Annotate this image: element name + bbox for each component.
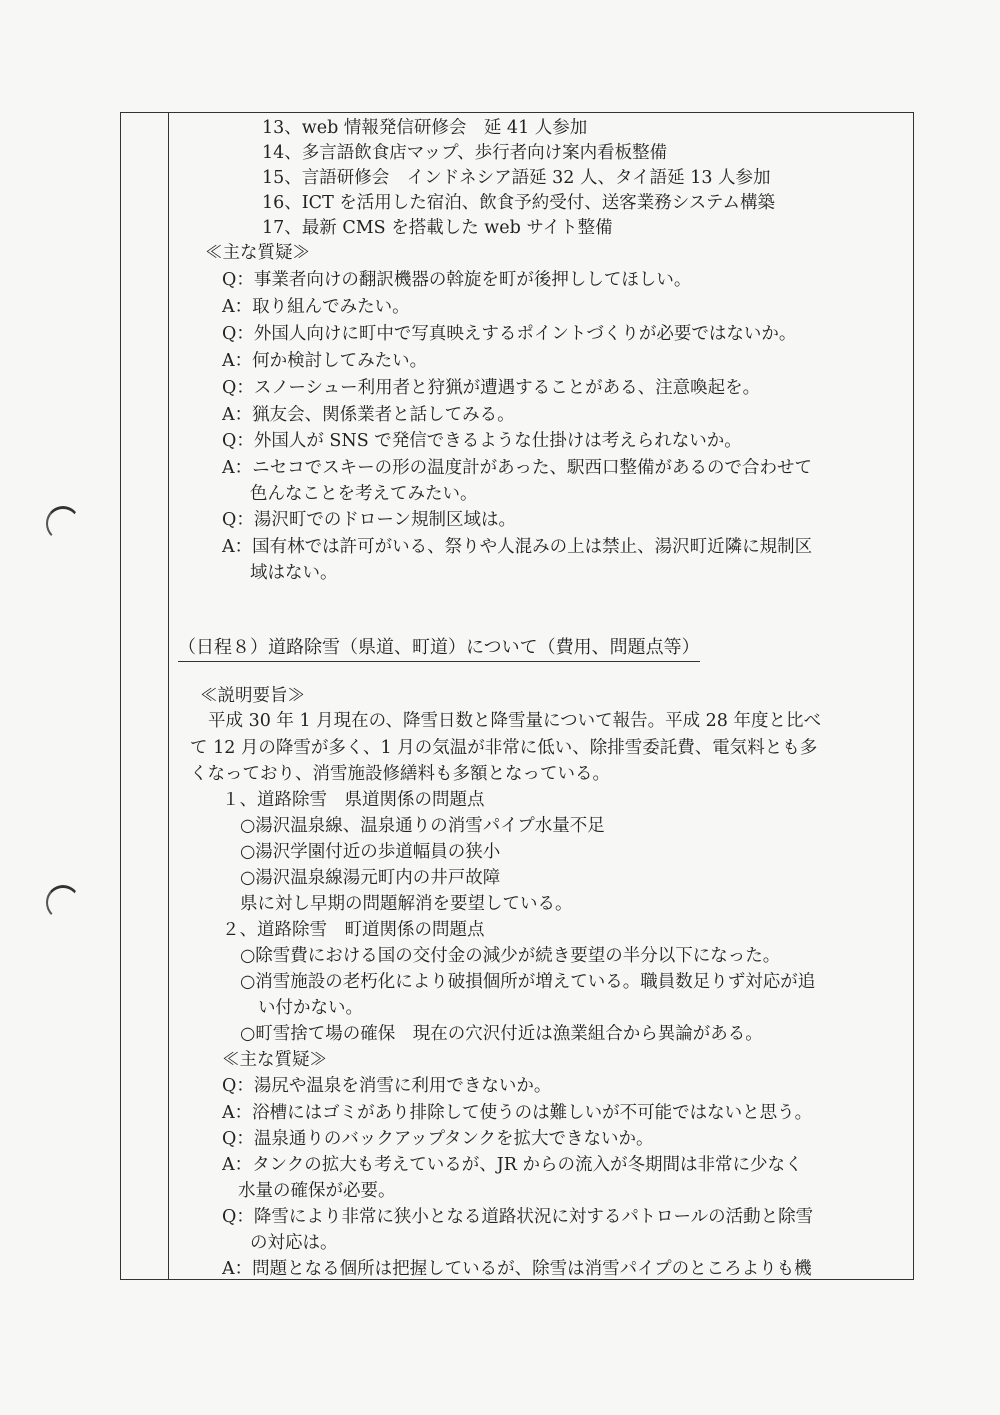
qa-line: A：ニセコでスキーの形の温度計があった、駅西口整備があるので合わせて xyxy=(222,458,812,478)
pref-note: 県に対し早期の問題解消を要望している。 xyxy=(240,894,573,914)
column-divider xyxy=(168,112,169,1280)
summary-label: ≪説明要旨≫ xyxy=(200,686,305,706)
qa-line: Q：温泉通りのバックアップタンクを拡大できないか。 xyxy=(222,1129,654,1149)
qa-line: A：浴槽にはゴミがあり排除して使うのは難しいが不可能ではないと思う。 xyxy=(222,1103,813,1123)
list-item: 14、多言語飲食店マップ、歩行者向け案内看板整備 xyxy=(262,143,668,163)
summary-line: くなっており、消雪施設修繕料も多額となっている。 xyxy=(190,764,610,784)
qa-line: A：猟友会、関係業者と話してみる。 xyxy=(222,405,515,425)
town-item: い付かない。 xyxy=(258,998,363,1018)
qa-line: の対応は。 xyxy=(250,1233,338,1253)
list-item: 15、言語研修会 インドネシア語延 32 人、タイ語延 13 人参加 xyxy=(262,168,771,188)
pref-item: ○湯沢温泉線湯元町内の井戸故障 xyxy=(240,868,501,888)
town-item: ○除雪費における国の交付金の減少が続き要望の半分以下になった。 xyxy=(240,946,781,966)
pref-item: ○湯沢学園付近の歩道幅員の狭小 xyxy=(240,842,501,862)
list-item: 16、ICT を活用した宿泊、飲食予約受付、送客業務システム構築 xyxy=(262,193,776,213)
qa-line: A：何か検討してみたい。 xyxy=(222,351,428,371)
punch-hole-upper xyxy=(46,506,80,541)
qa-line: 水量の確保が必要。 xyxy=(238,1181,396,1201)
qa-line: Q：降雪により非常に狭小となる道路状況に対するパトロールの活動と除雪 xyxy=(222,1207,814,1227)
qa-line: 域はない。 xyxy=(250,563,338,583)
qa-line: A：タンクの拡大も考えているが、JR からの流入が冬期間は非常に少なく xyxy=(222,1155,803,1175)
qa-line: A：取り組んでみたい。 xyxy=(222,297,410,317)
qa-line: Q：湯沢町でのドローン規制区域は。 xyxy=(222,510,516,530)
summary-line: て 12 月の降雪が多く、1 月の気温が非常に低い、除排雪委託費、電気料とも多 xyxy=(190,738,818,758)
list-item: 17、最新 CMS を搭載した web サイト整備 xyxy=(262,218,613,238)
qa-line: Q：外国人が SNS で発信できるような仕掛けは考えられないか。 xyxy=(222,431,742,451)
town-title: ２、道路除雪 町道関係の問題点 xyxy=(222,920,485,940)
qa-line: Q：スノーシュー利用者と狩猟が遭遇することがある、注意喚起を。 xyxy=(222,378,761,398)
qa-label: ≪主な質疑≫ xyxy=(205,243,310,263)
qa-label: ≪主な質疑≫ xyxy=(222,1050,327,1070)
summary-line: 平成 30 年 1 月現在の、降雪日数と降雪量について報告。平成 28 年度と比べ xyxy=(208,711,821,731)
qa-line: Q：事業者向けの翻訳機器の斡旋を町が後押ししてほしい。 xyxy=(222,270,692,290)
section-heading: （日程８）道路除雪（県道、町道）について（費用、問題点等） xyxy=(178,633,700,662)
qa-line: Q：外国人向けに町中で写真映えするポイントづくりが必要ではないか。 xyxy=(222,324,797,344)
pref-title: １、道路除雪 県道関係の問題点 xyxy=(222,790,485,810)
pref-item: ○湯沢温泉線、温泉通りの消雪パイプ水量不足 xyxy=(240,816,605,836)
qa-line: 色んなことを考えてみたい。 xyxy=(250,484,478,504)
qa-line: A：国有林では許可がいる、祭りや人混みの上は禁止、湯沢町近隣に規制区 xyxy=(222,537,813,557)
qa-line: A：問題となる個所は把握しているが、除雪は消雪パイプのところよりも機 xyxy=(222,1259,812,1279)
qa-line: Q：湯尻や温泉を消雪に利用できないか。 xyxy=(222,1076,552,1096)
town-item: ○町雪捨て場の確保 現在の穴沢付近は漁業組合から異論がある。 xyxy=(240,1024,763,1044)
town-item: ○消雪施設の老朽化により破損個所が増えている。職員数足りず対応が追 xyxy=(240,972,816,992)
punch-hole-lower xyxy=(46,885,80,920)
list-item: 13、web 情報発信研修会 延 41 人参加 xyxy=(262,118,588,138)
